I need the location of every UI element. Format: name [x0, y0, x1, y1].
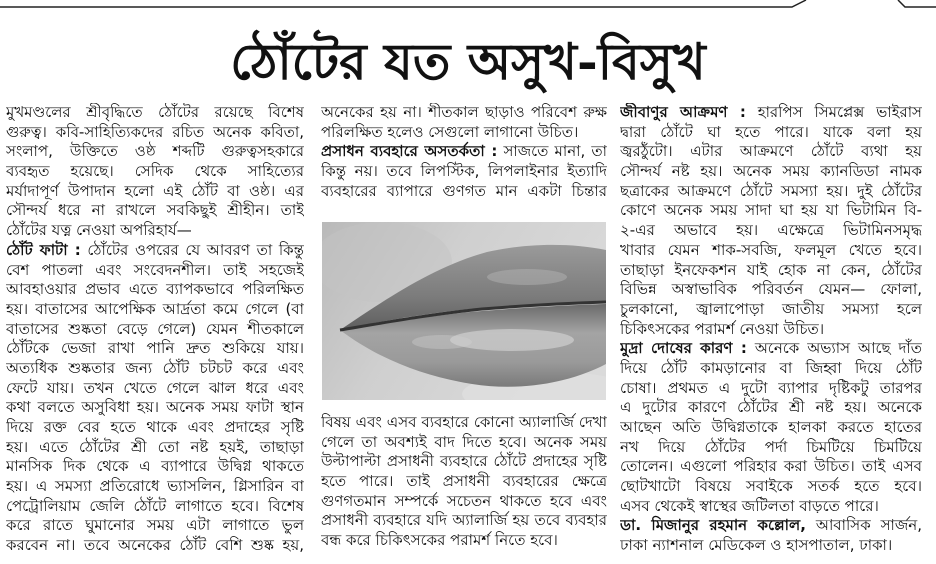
text-line: গুণগতমান সম্পর্কে সচেতন থাকতে হবে এবং: [321, 491, 607, 510]
text-line: হয়। এ সমস্যা প্রতিরোধে ভ্যাসলিন, গ্লিসারিন বা: [6, 477, 304, 496]
text-line: উল্টাপাল্টা প্রসাধনী ব্যবহারে ঠোঁটে প্রদাহের সৃষ্টি: [321, 452, 607, 471]
text-line: এ দুটোর কারণে ঠোঁটের শ্রী নষ্ট হয়। অনেকে: [620, 398, 922, 417]
text-line: ব্যবহারের ব্যাপারে গুণগত মান একটা চিন্তার: [321, 181, 607, 200]
text-line: তাছাড়া ইনফেকশন যাই হোক না কেন, ঠোঁটের: [620, 260, 922, 279]
text-line: বেশ পাতলা এবং সংবেদনশীল। তাই সহজেই: [6, 260, 304, 279]
text-line: কথা বলতে অসুবিধা হয়। অনেক সময় ফাটা স্থান: [6, 398, 304, 417]
text-line: [620, 103, 922, 123]
author-affiliation: ঢাকা ন্যাশনাল মেডিকেল ও হাসপাতাল, ঢাকা।: [620, 536, 893, 555]
lips-photo-graphic: [322, 222, 606, 400]
text-line: বাতাসের শুষ্কতা বেড়ে গেলে) যেমন শীতকালে: [6, 319, 304, 338]
article-title: ঠোঁটের যত অসুখ-বিসুখ: [230, 32, 706, 91]
text-line: আছেন অতি উদ্বিগ্নতাকে হালকা করতে হাতের: [620, 418, 922, 436]
text-line: সৌন্দর্য নষ্ট হয়। অনেক সময় ক্যানডিডা নামক: [620, 162, 922, 181]
text-line: পরিলক্ষিত হলেও সেগুলো লাগানো উচিত।: [321, 122, 579, 141]
text-line: কিন্তু নয়। তবে লিপস্টিক, লিপলাইনার ইত্যাদি: [321, 162, 607, 181]
text-line: দিয়ে রক্ত বের হতে থাকে এবং প্রদাহের সৃষ্টি: [6, 418, 304, 436]
line-text: হারপিস সিমপ্লেক্স ভাইরাস: [757, 103, 922, 121]
text-line: সংলাপ, উক্তিতে ওষ্ঠ শব্দটি গুরুত্বসহকারে: [6, 142, 304, 161]
text-line: সৌন্দর্য ধরে না রাখলে সবকিছুই শ্রীহীন। তাই: [6, 201, 304, 220]
text-line: পেট্রোলিয়াম জেলি ঠোঁটে লাগাতে হবে। বিশেষ: [6, 496, 304, 515]
lips-photo: [322, 222, 606, 400]
text-line: গেলে তা অবশ্যই বাদ দিতে হবে। অনেক সময়: [321, 432, 607, 451]
text-line: মানসিক দিক থেকে এ ব্যাপারে উদ্বিগ্ন থাকতে: [6, 457, 304, 476]
text-line: ২-এর অভাবে হয়। এক্ষেত্রে ভিটামিনসমৃদ্ধ: [620, 221, 922, 240]
text-line: চুলকানো, জ্বালাপোড়া জাতীয় সমস্যা হলে: [620, 299, 922, 318]
text-line: [321, 142, 607, 162]
text-line: গুরুত্ব। কবি-সাহিত্যিকদের রচিত অনেক কবিতা,: [6, 122, 304, 141]
text-line: করে রাতে ঘুমানোর সময় এটা লাগাতে ভুল: [6, 516, 304, 535]
subheading: মুদ্রা দোষের কারণ :: [620, 339, 747, 358]
text-line: ছত্রাকের আক্রমণে ঠোঁটে সমস্যা হয়। দুই ঠোঁটের: [620, 181, 922, 200]
text-line: হয়। এতে ঠোঁটের শ্রী তো নষ্ট হয়ই, তাছাড়া: [6, 437, 304, 456]
text-line: খাবার যেমন শাক-সবজি, ফলমূল খেতে হবে।: [620, 240, 922, 259]
text-line: আবহাওয়ার প্রভাব এতে ব্যাপকভাবে পরিলক্ষিত: [6, 280, 304, 299]
text-line: বন্ধ করে চিকিৎসকের পরামর্শ নিতে হবে।: [321, 531, 558, 550]
author-name: ডা. মিজানুর রহমান কল্লোল,: [620, 516, 806, 535]
column-2-top: [321, 103, 607, 203]
text-line: করবেন না। তবে অনেকের ঠোঁট বেশি শুষ্ক হয়,: [6, 536, 304, 555]
text-line: দিয়ে ঠোঁট কামড়ানোর বা জিহ্বা দিয়ে ঠোঁট: [620, 358, 922, 377]
text-line: [6, 241, 304, 261]
line-text: ঠোঁটের ওপরের যে আবরণ তা কিন্তু: [87, 240, 304, 259]
text-line: তোলেন। এগুলো পরিহার করা উচিত। তাই এসব: [620, 457, 922, 476]
text-line: অনেকের হয় না। শীতকাল ছাড়াও পরিবেশ রুক্ষ: [321, 103, 607, 121]
column-2-bottom: [321, 413, 607, 553]
text-line: ঠোঁটের যত্ন নেওয়া অপরিহার্য—: [6, 221, 192, 240]
text-line: মর্যাদাপূর্ণ উপাদান হলো এই ঠোঁট বা ওষ্ঠ। এর: [6, 181, 304, 200]
text-line: ছোটখাটো বিষয়ে সবাইকে সতর্ক হতে হবে।: [620, 477, 922, 496]
column-1: [6, 103, 304, 561]
subheading: জীবাণুর আক্রমণ :: [620, 103, 746, 121]
text-line: [620, 339, 922, 359]
subheading: ঠোঁট ফাটা :: [6, 240, 81, 259]
text-line: বিষয় এবং এসব ব্যবহারে কোনো অ্যালার্জি দেখা: [321, 413, 607, 431]
text-line: ফেটে যায়। তখন খেতে গেলে ঝাল ধরে এবং: [6, 378, 304, 397]
text-line: চিকিৎসকের পরামর্শ নেওয়া উচিত।: [620, 319, 825, 338]
line-text: অনেকে অভ্যাস আছে দাঁত: [754, 339, 922, 358]
text-line: প্রসাধনী ব্যবহারে যদি অ্যালার্জি হয় তবে ব্যবহার: [321, 511, 607, 530]
text-line: এসব থেকেই স্বাস্থের জটিলতা বাড়তে পারে।: [620, 496, 879, 515]
text-line: মুখমণ্ডলের শ্রীবৃদ্ধিতে ঠোঁটের রয়েছে বিশেষ: [6, 103, 304, 121]
text-line: হতে পারে। তাই প্রসাধনী ব্যবহারের ক্ষেত্রে: [321, 472, 607, 491]
column-3: [620, 103, 922, 561]
text-line: অত্যধিক শুষ্কতার জন্য ঠোঁট চটচট করে এবং: [6, 358, 304, 377]
line-text: সাজতে মানা, তা: [503, 142, 607, 161]
text-line: জ্বরঠুঁটো। এটার আক্রমণে ঠোঁটে ব্যথা হয়: [620, 142, 922, 161]
text-line: দ্বারা ঠোঁটে ঘা হতে পারে। যাকে বলা হয়: [620, 122, 922, 141]
text-line: হয়। বাতাসের আপেক্ষিক আর্দ্রতা কমে গেলে (বা: [6, 299, 304, 318]
text-line: বিভিন্ন অস্বাভাবিক পরিবর্তন যেমন— ফোলা,: [620, 280, 922, 299]
author-line: [620, 516, 922, 536]
top-frame-line: [0, 0, 936, 12]
text-line: ঠোঁটকে ভেজা রাখা পানি দ্রুত শুকিয়ে যায়।: [6, 339, 304, 358]
text-line: চোষা। প্রথমত এ দুটো ব্যাপার দৃষ্টিকটু তারপর: [620, 378, 922, 397]
text-line: কোণে অনেক সময় সাদা ঘা হয় যা ভিটামিন বি-: [620, 201, 922, 220]
author-title: আবাসিক সার্জন,: [815, 516, 922, 535]
text-line: নখ দিয়ে ঠোঁটের পর্দা চিমটিয়ে চিমটিয়ে: [620, 437, 922, 456]
text-line: ব্যবহৃত হয়েছে। সেদিক থেকে সাহিত্যের: [6, 162, 304, 181]
subheading: প্রসাধন ব্যবহারে অসতর্কতা :: [321, 142, 498, 161]
